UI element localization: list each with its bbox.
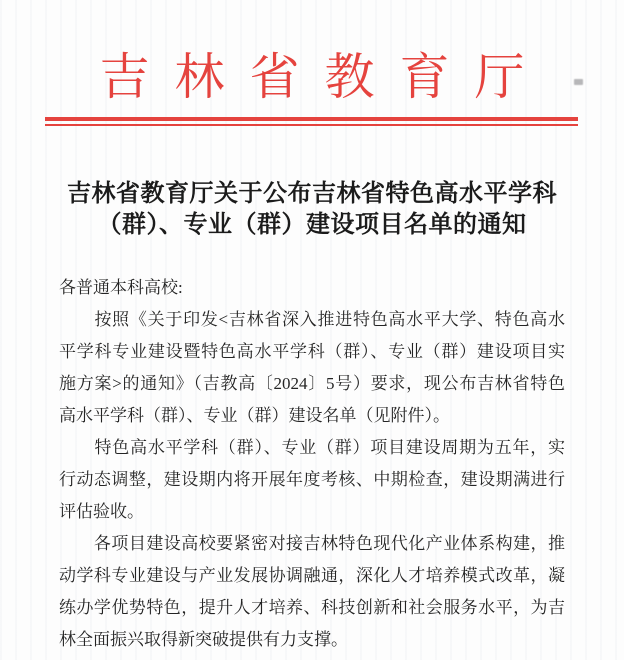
title-line-2: （群）、专业（群）建设项目名单的通知 <box>97 212 527 238</box>
body-line: 行动态调整，建设期内将开展年度考核、中期检查，建设期满进行 <box>59 470 565 489</box>
salutation-line: 各普通本科高校: <box>59 278 183 297</box>
document-title <box>0 179 624 241</box>
body-line: 平学科专业建设暨特色高水平学科（群）、专业（群）建设项目实 <box>59 342 565 361</box>
title-line-1: 吉林省教育厅关于公布吉林省特色高水平学科 <box>67 181 557 207</box>
body-line: 动学科专业建设与产业发展协调融通，深化人才培养模式改革，凝 <box>59 566 565 585</box>
body-line: 练办学优势特色，提升人才培养、科技创新和社会服务水平，为吉 <box>59 598 565 617</box>
body-line: 各项目建设高校要紧密对接吉林特色现代化产业体系构建，推 <box>59 534 565 553</box>
body-line: 施方案>的通知》（吉教高〔2024〕5号）要求，现公布吉林省特色 <box>59 374 565 393</box>
body-line: 高水平学科（群）、专业（群）建设名单（见附件）。 <box>59 406 450 425</box>
body-line: 按照《关于印发<吉林省深入推进特色高水平大学、特色高水 <box>59 310 565 329</box>
agency-name: 吉林省教育厅 <box>99 49 550 105</box>
body-line: 林全面振兴取得新突破提供有力支撑。 <box>59 630 348 649</box>
body-line: 特色高水平学科（群）、专业（群）项目建设周期为五年，实 <box>59 438 565 457</box>
body-line: 评估验收。 <box>59 502 144 521</box>
divider-thick-line <box>45 117 578 121</box>
scan-artifact <box>574 79 583 85</box>
document-body <box>59 272 565 656</box>
letterhead-divider <box>45 117 578 126</box>
divider-thin-line <box>45 124 578 126</box>
